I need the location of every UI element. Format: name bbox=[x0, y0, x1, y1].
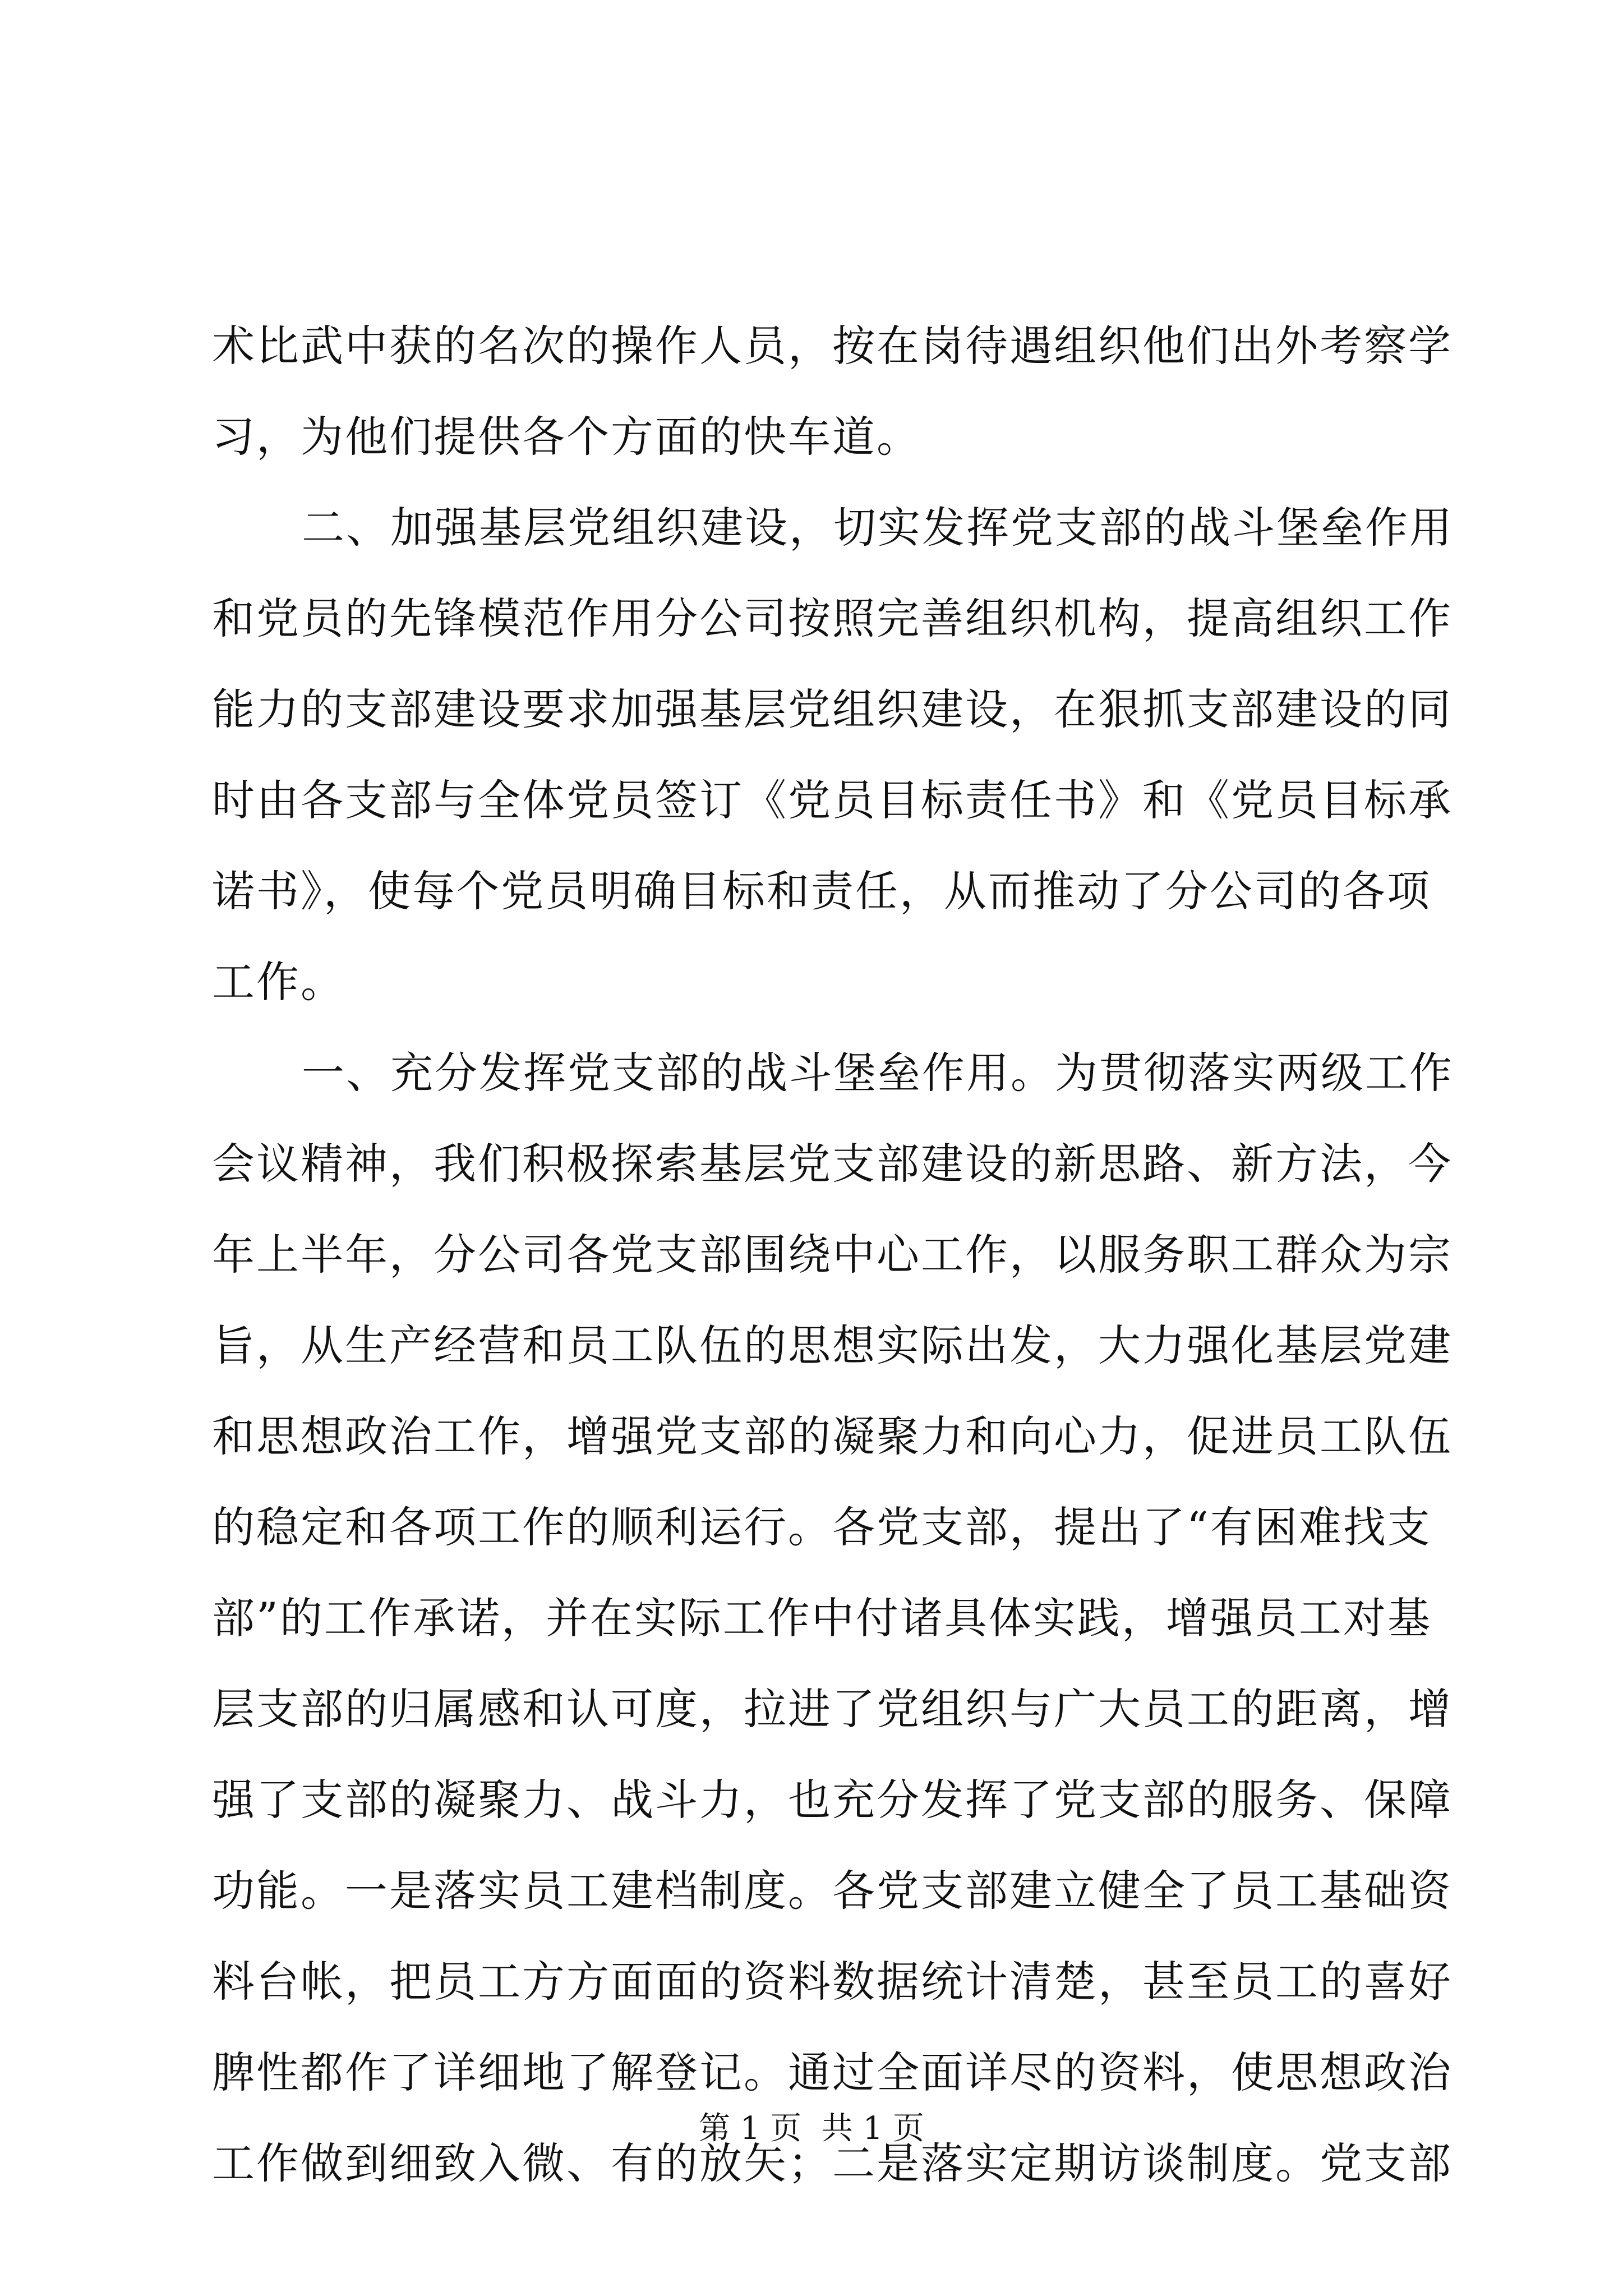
text-line: 强了支部的凝聚力、战斗力，也充分发挥了党支部的服务、保障 bbox=[212, 1775, 1453, 1825]
text-line: 术比武中获的名次的操作人员，按在岗待遇组织他们出外考察学 bbox=[212, 321, 1453, 371]
page-number: 第 1 页 共 1 页 bbox=[698, 2110, 925, 2147]
text-line: 诺书》，使每个党员明确目标和责任，从而推动了分公司的各项 bbox=[212, 866, 1431, 916]
text-line: 工作做到细致入微、有的放矢；二是落实定期访谈制度。党支部 bbox=[212, 2138, 1453, 2188]
text-line: 的稳定和各项工作的顺利运行。各党支部，提出了“有困难找支 bbox=[212, 1502, 1432, 1552]
text-line: 习，为他们提供各个方面的快车道。 bbox=[212, 412, 921, 462]
text-line: 会议精神，我们积极探索基层党支部建设的新思路、新方法，今 bbox=[212, 1139, 1453, 1189]
page-footer bbox=[0, 2109, 1623, 2148]
text-line: 时由各支部与全体党员签订《党员目标责任书》和《党员目标承 bbox=[212, 775, 1453, 825]
text-line: 工作。 bbox=[212, 957, 345, 1007]
text-line: 和思想政治工作，增强党支部的凝聚力和向心力，促进员工队伍 bbox=[212, 1411, 1453, 1461]
text-line: 能力的支部建设要求加强基层党组织建设，在狠抓支部建设的同 bbox=[212, 684, 1453, 734]
text-line: 年上半年，分公司各党支部围绕中心工作，以服务职工群众为宗 bbox=[212, 1230, 1453, 1280]
text-line: 层支部的归属感和认可度，拉进了党组织与广大员工的距离，增 bbox=[212, 1684, 1453, 1734]
text-line: 和党员的先锋模范作用分公司按照完善组织机构，提高组织工作 bbox=[212, 593, 1453, 643]
document-body bbox=[212, 301, 1454, 2209]
text-line: 功能。一是落实员工建档制度。各党支部建立健全了员工基础资 bbox=[212, 1866, 1453, 1916]
text-line: 部”的工作承诺，并在实际工作中付诸具体实践，增强员工对基 bbox=[212, 1593, 1432, 1643]
paragraph-start-line: 二、加强基层党组织建设，切实发挥党支部的战斗堡垒作用 bbox=[302, 503, 1454, 553]
text-line: 料台帐，把员工方方面面的资料数据统计清楚，甚至员工的喜好 bbox=[212, 1957, 1453, 2007]
text-line: 脾性都作了详细地了解登记。通过全面详尽的资料，使思想政治 bbox=[212, 2047, 1453, 2097]
paragraph-start-line: 一、充分发挥党支部的战斗堡垒作用。为贯彻落实两级工作 bbox=[302, 1048, 1454, 1098]
text-line: 旨，从生产经营和员工队伍的思想实际出发，大力强化基层党建 bbox=[212, 1320, 1453, 1370]
